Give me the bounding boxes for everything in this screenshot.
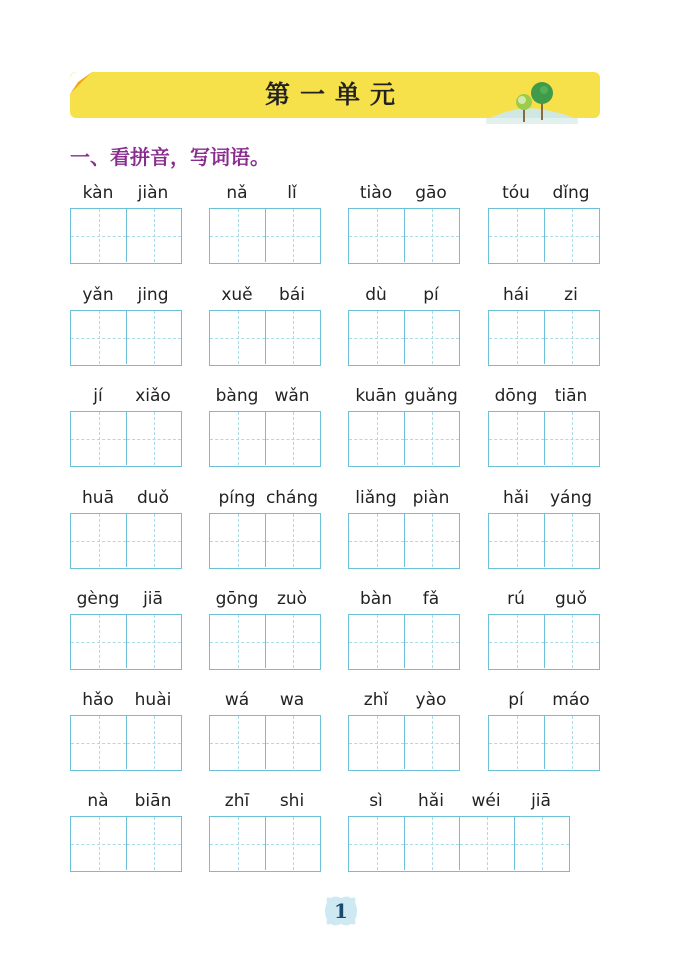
pinyin-syllable: hǎi: [418, 791, 444, 811]
unit-title: 第一单元: [264, 80, 405, 109]
writing-cell[interactable]: [126, 716, 181, 769]
writing-boxes: [209, 513, 321, 569]
writing-cell[interactable]: [126, 514, 181, 567]
writing-cell[interactable]: [404, 412, 459, 465]
writing-cell[interactable]: [71, 311, 126, 364]
pinyin-syllable: dōng: [494, 386, 538, 406]
writing-boxes: [348, 208, 460, 264]
writing-boxes: [488, 513, 600, 569]
writing-boxes: [70, 715, 182, 771]
writing-cell[interactable]: [210, 615, 265, 668]
writing-cell[interactable]: [126, 817, 181, 870]
pinyin-syllable: yǎn: [82, 285, 114, 305]
writing-cell[interactable]: [71, 817, 126, 870]
pinyin-syllable: zhǐ: [363, 690, 389, 710]
trees-illustration: [486, 80, 578, 124]
pinyin-syllable: bàng: [215, 386, 259, 406]
pinyin-syllable: pí: [508, 690, 524, 710]
pinyin-syllable: zuò: [276, 589, 308, 609]
writing-cell[interactable]: [544, 514, 599, 567]
writing-cell[interactable]: [126, 311, 181, 364]
pinyin-syllable: jiā: [143, 589, 163, 609]
writing-boxes: [348, 715, 460, 771]
pinyin-syllable: wá: [224, 690, 250, 710]
pinyin-syllable: hǎi: [503, 488, 529, 508]
writing-boxes: [488, 411, 600, 467]
writing-cell[interactable]: [349, 615, 404, 668]
writing-boxes: [209, 208, 321, 264]
writing-cell[interactable]: [349, 412, 404, 465]
pinyin-syllable: jiàn: [137, 183, 169, 203]
pinyin-syllable: duǒ: [137, 488, 169, 508]
pinyin-syllable: wǎn: [274, 386, 310, 406]
writing-boxes: [70, 513, 182, 569]
writing-cell[interactable]: [349, 716, 404, 769]
writing-cell[interactable]: [404, 716, 459, 769]
writing-cell[interactable]: [404, 311, 459, 364]
writing-cell[interactable]: [265, 514, 320, 567]
pinyin-syllable: kuān: [355, 386, 397, 406]
page-number-badge: [323, 896, 359, 926]
writing-cell[interactable]: [404, 615, 459, 668]
writing-boxes: [488, 614, 600, 670]
writing-cell[interactable]: [489, 514, 544, 567]
writing-boxes: [70, 614, 182, 670]
writing-cell[interactable]: [265, 311, 320, 364]
writing-cell[interactable]: [349, 514, 404, 567]
writing-cell[interactable]: [210, 209, 265, 262]
writing-cell[interactable]: [489, 412, 544, 465]
writing-cell[interactable]: [71, 209, 126, 262]
pinyin-syllable: cháng: [265, 488, 319, 508]
pinyin-syllable: gōng: [215, 589, 259, 609]
pinyin-syllable: zhī: [224, 791, 250, 811]
writing-boxes: [70, 310, 182, 366]
writing-cell[interactable]: [544, 311, 599, 364]
writing-cell[interactable]: [210, 817, 265, 870]
writing-cell[interactable]: [349, 209, 404, 262]
writing-cell[interactable]: [210, 412, 265, 465]
writing-cell[interactable]: [349, 311, 404, 364]
pinyin-syllable: jing: [137, 285, 169, 305]
writing-cell[interactable]: [265, 209, 320, 262]
writing-boxes: [209, 715, 321, 771]
pinyin-syllable: nǎ: [226, 183, 248, 203]
pinyin-syllable: tiào: [359, 183, 393, 203]
writing-boxes: [70, 208, 182, 264]
pinyin-syllable: dù: [365, 285, 387, 305]
pinyin-syllable: guǎng: [404, 386, 458, 406]
writing-boxes: [348, 310, 460, 366]
pinyin-syllable: lǐ: [287, 183, 297, 203]
pinyin-syllable: píng: [218, 488, 256, 508]
writing-cell[interactable]: [210, 514, 265, 567]
writing-cell[interactable]: [126, 209, 181, 262]
writing-cell[interactable]: [544, 209, 599, 262]
pinyin-syllable: gèng: [76, 589, 120, 609]
pinyin-syllable: xuě: [221, 285, 253, 305]
pinyin-syllable: wéi: [471, 791, 501, 811]
pinyin-syllable: yào: [415, 690, 447, 710]
pinyin-syllable: hái: [503, 285, 529, 305]
writing-cell[interactable]: [514, 817, 569, 870]
pinyin-syllable: piàn: [412, 488, 450, 508]
writing-boxes: [209, 614, 321, 670]
writing-cell[interactable]: [489, 209, 544, 262]
writing-cell[interactable]: [265, 412, 320, 465]
writing-boxes: [70, 816, 182, 872]
writing-boxes: [488, 208, 600, 264]
pinyin-syllable: kàn: [82, 183, 114, 203]
writing-boxes: [348, 411, 460, 467]
writing-cell[interactable]: [459, 817, 514, 870]
writing-cell[interactable]: [265, 716, 320, 769]
pinyin-syllable: rú: [507, 589, 525, 609]
writing-boxes: [348, 816, 570, 872]
pinyin-syllable: nà: [87, 791, 109, 811]
exercise-heading: 一、看拼音，写词语。: [70, 145, 270, 169]
pinyin-syllable: guǒ: [555, 589, 587, 609]
writing-boxes: [209, 411, 321, 467]
writing-cell[interactable]: [544, 615, 599, 668]
pinyin-syllable: máo: [552, 690, 590, 710]
writing-cell[interactable]: [489, 615, 544, 668]
writing-cell[interactable]: [210, 716, 265, 769]
writing-cell[interactable]: [404, 514, 459, 567]
pinyin-syllable: hǎo: [82, 690, 114, 710]
writing-cell[interactable]: [404, 209, 459, 262]
writing-cell[interactable]: [544, 716, 599, 769]
pinyin-syllable: liǎng: [355, 488, 397, 508]
pinyin-syllable: shi: [279, 791, 305, 811]
pinyin-syllable: xiǎo: [135, 386, 171, 406]
writing-cell[interactable]: [71, 412, 126, 465]
writing-cell[interactable]: [489, 716, 544, 769]
pinyin-syllable: pí: [423, 285, 439, 305]
pinyin-syllable: jí: [93, 386, 103, 406]
page-fold-decoration: [70, 72, 92, 94]
pinyin-syllable: bàn: [360, 589, 392, 609]
writing-cell[interactable]: [71, 615, 126, 668]
writing-boxes: [488, 310, 600, 366]
writing-cell[interactable]: [71, 514, 126, 567]
writing-boxes: [209, 310, 321, 366]
writing-cell[interactable]: [349, 817, 404, 870]
writing-cell[interactable]: [265, 615, 320, 668]
writing-cell[interactable]: [265, 817, 320, 870]
pinyin-syllable: tóu: [502, 183, 530, 203]
writing-cell[interactable]: [126, 412, 181, 465]
writing-boxes: [348, 614, 460, 670]
pinyin-syllable: tiān: [554, 386, 588, 406]
pinyin-syllable: yáng: [549, 488, 593, 508]
writing-boxes: [488, 715, 600, 771]
writing-cell[interactable]: [71, 716, 126, 769]
pinyin-syllable: huài: [134, 690, 172, 710]
writing-boxes: [70, 411, 182, 467]
pinyin-syllable: dǐng: [552, 183, 590, 203]
writing-boxes: [209, 816, 321, 872]
page-number: 1: [334, 899, 348, 923]
pinyin-syllable: huā: [82, 488, 114, 508]
pinyin-syllable: zi: [564, 285, 578, 305]
pinyin-syllable: biān: [134, 791, 172, 811]
writing-cell[interactable]: [126, 615, 181, 668]
writing-cell[interactable]: [489, 311, 544, 364]
pinyin-syllable: gāo: [415, 183, 447, 203]
pinyin-syllable: sì: [369, 791, 383, 811]
writing-cell[interactable]: [404, 817, 459, 870]
pinyin-syllable: fǎ: [422, 589, 440, 609]
pinyin-syllable: bái: [279, 285, 305, 305]
writing-boxes: [348, 513, 460, 569]
writing-cell[interactable]: [210, 311, 265, 364]
pinyin-syllable: jiā: [531, 791, 551, 811]
pinyin-syllable: wa: [279, 690, 305, 710]
writing-cell[interactable]: [544, 412, 599, 465]
